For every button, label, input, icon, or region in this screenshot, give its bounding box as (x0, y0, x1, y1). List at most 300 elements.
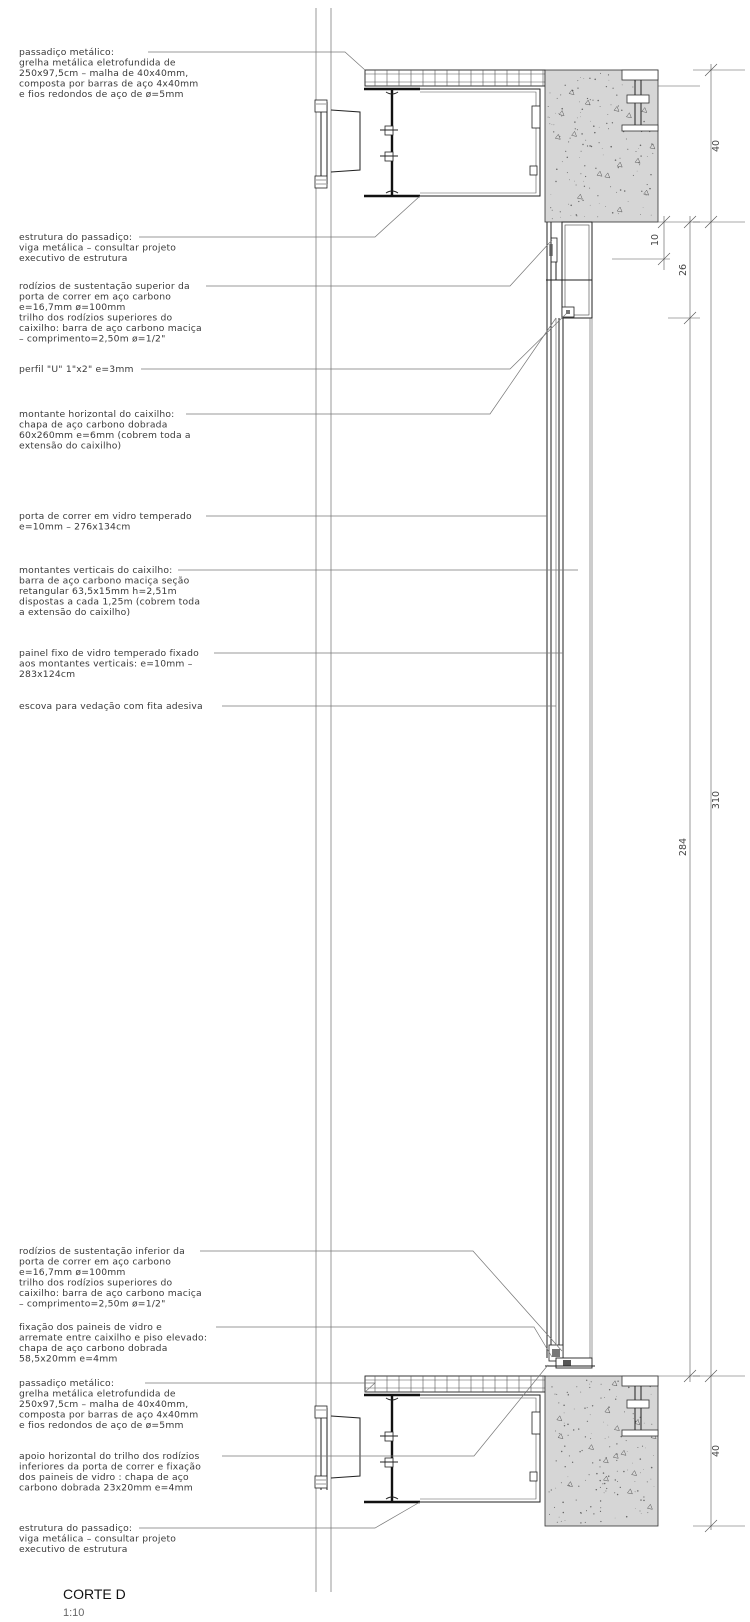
concrete-aggregate (621, 110, 622, 111)
annotation-notes (19, 47, 210, 1555)
concrete-aggregate (585, 1480, 586, 1481)
concrete-aggregate (555, 113, 556, 114)
concrete-aggregate (640, 1417, 641, 1418)
concrete-aggregate (561, 1521, 562, 1522)
concrete-aggregate (550, 92, 551, 93)
drawing-title: CORTE D (63, 1586, 126, 1602)
concrete-aggregate (569, 1455, 570, 1456)
concrete-aggregate (551, 1489, 552, 1490)
concrete-aggregate (564, 1425, 565, 1426)
concrete-aggregate (552, 218, 553, 219)
concrete-aggregate (617, 1380, 618, 1381)
concrete-aggregate (609, 80, 610, 81)
concrete-aggregate (605, 1491, 606, 1492)
concrete-aggregate (590, 1438, 591, 1439)
concrete-aggregate (606, 123, 607, 124)
note-escova: escova para vedação com fita adesiva (19, 701, 203, 712)
concrete-aggregate (550, 207, 551, 208)
concrete-aggregate (639, 164, 640, 165)
concrete-aggregate (590, 99, 591, 100)
concrete-aggregate (574, 181, 575, 182)
concrete-aggregate (640, 155, 641, 156)
concrete-aggregate (600, 1511, 601, 1512)
concrete-aggregate (561, 1482, 562, 1483)
concrete-aggregate (617, 1471, 618, 1472)
note-rodizios-inferior: rodízios de sustentação inferior da porta de correr em aço carbono e=16,7mm ø=100mm trilho dos rodízios superiores do caixilho: barra de aço carbono maciça – comprimento=2,50m ø=1/2" (19, 1246, 202, 1310)
concrete-aggregate (606, 1488, 607, 1489)
concrete-aggregate (615, 1479, 616, 1480)
concrete-aggregate (594, 79, 596, 81)
concrete-aggregate (645, 1448, 646, 1449)
concrete-aggregate (594, 132, 596, 134)
concrete-aggregate (643, 1469, 644, 1470)
concrete-aggregate (627, 1451, 628, 1452)
concrete-aggregate (624, 190, 626, 192)
note-estrutura-top: estrutura do passadiço: viga metálica – consultar projeto executivo de estrutura (19, 232, 177, 264)
concrete-aggregate (606, 86, 607, 87)
concrete-aggregate (589, 1474, 590, 1475)
concrete-aggregate (647, 1481, 648, 1482)
concrete-aggregate (585, 176, 586, 177)
concrete-aggregate (618, 167, 619, 168)
concrete-aggregate (584, 165, 585, 166)
concrete-aggregate (591, 1381, 592, 1382)
glass-panels (547, 318, 592, 1358)
concrete-aggregate (567, 157, 568, 158)
concrete-aggregate (645, 193, 646, 194)
concrete-aggregate (589, 1387, 590, 1388)
concrete-aggregate (586, 1510, 587, 1511)
concrete-aggregate (618, 213, 619, 214)
concrete-aggregate (605, 206, 606, 207)
concrete-aggregate (571, 215, 572, 216)
concrete-aggregate (591, 146, 592, 147)
concrete-aggregate (637, 171, 638, 172)
concrete-aggregate (643, 1500, 645, 1502)
concrete-aggregate (600, 1507, 601, 1508)
concrete-aggregate (608, 1406, 610, 1408)
concrete-aggregate (552, 124, 553, 125)
concrete-aggregate (587, 1407, 588, 1408)
concrete-aggregate (623, 1471, 625, 1473)
concrete-aggregate (616, 1396, 617, 1397)
concrete-aggregate (651, 1479, 652, 1480)
concrete-aggregate (607, 1425, 608, 1426)
concrete-aggregate (608, 1476, 609, 1477)
concrete-aggregate (555, 181, 556, 182)
concrete-aggregate (589, 145, 591, 147)
concrete-aggregate (612, 122, 613, 123)
concrete-aggregate (602, 148, 603, 149)
concrete-aggregate (578, 1486, 579, 1487)
concrete-aggregate (615, 1399, 616, 1400)
concrete-aggregate (627, 149, 628, 150)
concrete-aggregate (580, 116, 581, 117)
leader-lines (139, 52, 578, 1528)
concrete-aggregate (603, 1472, 604, 1473)
concrete-aggregate (565, 85, 566, 86)
concrete-aggregate (580, 1392, 581, 1393)
concrete-aggregate (647, 184, 648, 185)
concrete-aggregate (602, 1483, 603, 1484)
concrete-aggregate (600, 1500, 601, 1501)
concrete-aggregate (620, 158, 621, 159)
concrete-aggregate (612, 88, 613, 89)
bolts-top (380, 126, 537, 175)
concrete-aggregate (643, 1496, 644, 1497)
note-rodizios-superior: rodízios de sustentação superior da porta de correr em aço carbono e=16,7mm ø=100mm trilho dos rodízios superiores do caixilho: barra de aço carbono maciça – comprimento=2,50m ø=1/2" (19, 281, 202, 345)
concrete-aggregate (607, 114, 608, 115)
connection-plate-top (315, 100, 360, 188)
connection-plate-bottom (315, 1406, 360, 1490)
concrete-aggregate (604, 1492, 605, 1493)
concrete-aggregate (592, 1405, 593, 1406)
dim-40-bottom: 40 (711, 1444, 722, 1458)
reference-lines (316, 8, 331, 1592)
concrete-aggregate (568, 1435, 569, 1436)
concrete-aggregate (617, 1494, 619, 1496)
concrete-aggregate (622, 84, 623, 85)
concrete-aggregate (582, 109, 584, 111)
concrete-aggregate (604, 1483, 606, 1485)
note-perfil-u: perfil "U" 1"x2" e=3mm (19, 364, 134, 375)
concrete-aggregate (567, 172, 568, 173)
concrete-aggregate (640, 1458, 641, 1459)
concrete-aggregate (603, 155, 604, 156)
concrete-aggregate (615, 159, 617, 161)
concrete-aggregate (610, 146, 612, 148)
concrete-aggregate (554, 1507, 555, 1508)
concrete-aggregate (568, 204, 569, 205)
dimensions (592, 64, 745, 1532)
concrete-aggregate (628, 201, 629, 202)
concrete-aggregate (653, 1455, 654, 1456)
concrete-aggregate (599, 1480, 600, 1481)
concrete-aggregate (560, 211, 561, 212)
concrete-aggregate (642, 1446, 643, 1447)
concrete-aggregate (562, 1502, 564, 1504)
concrete-aggregate (615, 1518, 616, 1519)
concrete-aggregate (564, 1413, 565, 1414)
note-estrutura-bottom: estrutura do passadiço: viga metálica – consultar projeto executivo de estrutura (19, 1523, 177, 1555)
concrete-aggregate (614, 1492, 615, 1493)
concrete-aggregate (584, 1407, 585, 1408)
concrete-aggregate (600, 73, 601, 74)
concrete-aggregate (576, 184, 577, 185)
concrete-aggregate (592, 1462, 593, 1463)
concrete-aggregate (590, 121, 591, 122)
concrete-aggregate (590, 1414, 591, 1415)
note-porta-correr: porta de correr em vidro temperado e=10mm – 276x134cm (19, 511, 192, 533)
concrete-aggregate (580, 112, 581, 113)
concrete-aggregate (576, 215, 577, 216)
concrete-aggregate (600, 106, 601, 107)
concrete-aggregate (633, 1413, 634, 1414)
concrete-aggregate (611, 104, 612, 105)
concrete-aggregate (616, 192, 617, 193)
concrete-aggregate (561, 116, 562, 117)
concrete-aggregate (635, 1491, 636, 1492)
concrete-aggregate (610, 186, 611, 187)
concrete-aggregate (587, 1421, 588, 1422)
concrete-aggregate (565, 151, 566, 152)
concrete-aggregate (608, 1437, 609, 1438)
concrete-aggregate (640, 214, 641, 215)
concrete-aggregate (557, 1522, 558, 1523)
concrete-aggregate (554, 1394, 555, 1395)
i-beam-top (364, 89, 420, 196)
concrete-aggregate (559, 1433, 560, 1434)
concrete-aggregate (585, 1522, 586, 1523)
concrete-aggregate (626, 1516, 628, 1518)
concrete-aggregate (628, 1387, 630, 1389)
concrete-aggregate (592, 100, 593, 101)
concrete-aggregate (627, 1470, 628, 1471)
note-painel-fixo: painel fixo de vidro temperado fixado aos montantes verticais: e=10mm – 283x124cm (19, 648, 199, 680)
top-track-assembly (546, 222, 592, 320)
concrete-aggregate (578, 201, 579, 202)
concrete-aggregate (556, 168, 558, 170)
concrete-aggregate (568, 141, 569, 142)
dim-10: 10 (650, 233, 661, 247)
concrete-aggregate (587, 98, 588, 99)
concrete-aggregate (582, 200, 583, 201)
concrete-aggregate (600, 1487, 601, 1488)
concrete-aggregate (559, 1517, 560, 1518)
concrete-aggregate (620, 189, 622, 191)
concrete-aggregate (568, 1395, 569, 1396)
top-walkway-assembly (315, 70, 700, 222)
concrete-aggregate (609, 1389, 610, 1390)
concrete-aggregate (560, 94, 561, 95)
concrete-aggregate (575, 128, 576, 129)
concrete-aggregate (608, 128, 609, 129)
concrete-aggregate (551, 194, 552, 195)
concrete-aggregate (563, 1405, 565, 1407)
concrete-aggregate (570, 205, 572, 207)
concrete-aggregate (569, 179, 570, 180)
concrete-aggregate (605, 1438, 606, 1439)
concrete-aggregate (564, 1423, 565, 1424)
concrete-aggregate (581, 133, 583, 135)
concrete-aggregate (552, 210, 553, 211)
concrete-aggregate (650, 174, 651, 175)
concrete-aggregate (590, 205, 591, 206)
concrete-aggregate (617, 1481, 618, 1482)
concrete-aggregate (633, 1418, 634, 1419)
concrete-aggregate (577, 87, 578, 88)
concrete-aggregate (635, 1508, 636, 1509)
note-passadico-top: passadiço metálico: grelha metálica eletrofundida de 250x97,5cm – malha de 40x40mm, composta por barras de aço 4x40mm e fios redondos de aço de ø=5mm (19, 47, 199, 100)
concrete-aggregate (549, 117, 550, 118)
concrete-aggregate (640, 145, 642, 147)
bottom-track-assembly (545, 1345, 595, 1368)
concrete-aggregate (618, 105, 619, 106)
i-beam-bottom (364, 1395, 420, 1502)
concrete-aggregate (576, 1500, 577, 1501)
concrete-aggregate (595, 168, 596, 169)
concrete-aggregate (635, 151, 636, 152)
concrete-aggregate (554, 124, 555, 125)
concrete-aggregate (651, 1424, 652, 1425)
concrete-aggregate (583, 78, 584, 79)
concrete-aggregate (651, 215, 652, 216)
concrete-aggregate (597, 216, 598, 217)
concrete-aggregate (640, 1511, 641, 1512)
concrete-aggregate (581, 151, 582, 152)
concrete-aggregate (593, 125, 595, 127)
grating-top (365, 70, 545, 86)
dim-40-top: 40 (711, 139, 722, 153)
dim-310: 310 (711, 790, 722, 810)
concrete-aggregate (565, 1520, 566, 1521)
concrete-aggregate (562, 161, 563, 162)
concrete-aggregate (584, 186, 585, 187)
concrete-aggregate (581, 1450, 582, 1451)
concrete-aggregate (579, 102, 580, 103)
concrete-aggregate (596, 1489, 597, 1490)
concrete-aggregate (579, 157, 580, 158)
concrete-aggregate (549, 1514, 550, 1515)
concrete-aggregate (565, 1466, 566, 1467)
concrete-aggregate (561, 1451, 562, 1452)
concrete-aggregate (616, 1443, 617, 1444)
concrete-aggregate (600, 1521, 601, 1522)
concrete-aggregate (638, 148, 639, 149)
concrete-aggregate (596, 1473, 598, 1475)
concrete-aggregate (599, 1459, 600, 1460)
concrete-aggregate (643, 121, 645, 123)
concrete-aggregate (577, 129, 578, 130)
concrete-aggregate (579, 1451, 580, 1452)
concrete-aggregate (599, 1466, 600, 1467)
concrete-aggregate (581, 1512, 582, 1513)
concrete-aggregate (587, 145, 588, 146)
concrete-aggregate (616, 94, 617, 95)
concrete-aggregate (578, 1428, 579, 1429)
concrete-aggregate (555, 1431, 556, 1432)
concrete-aggregate (577, 80, 578, 81)
concrete-aggregate (558, 113, 559, 114)
concrete-aggregate (599, 127, 600, 128)
concrete-aggregate (560, 217, 561, 218)
concrete-aggregate (597, 195, 598, 196)
concrete-aggregate (577, 118, 578, 119)
concrete-aggregate (576, 1386, 577, 1387)
bolts-bottom (380, 1432, 537, 1481)
concrete-aggregate (641, 191, 642, 192)
concrete-aggregate (624, 1411, 625, 1412)
concrete-aggregate (561, 108, 563, 110)
concrete-aggregate (574, 1409, 575, 1410)
concrete-aggregate (556, 1394, 557, 1395)
concrete-aggregate (620, 1487, 621, 1488)
dim-26: 26 (678, 263, 689, 277)
concrete-aggregate (573, 1429, 574, 1430)
concrete-aggregate (654, 1486, 655, 1487)
concrete-aggregate (632, 86, 633, 87)
concrete-aggregate (597, 100, 599, 102)
concrete-aggregate (640, 1472, 641, 1473)
concrete-aggregate (608, 74, 609, 75)
note-montantes-verticais: montantes verticais do caixilho: barra de aço carbono maciça seção retangular 63,5x15mm h=2,51m dispostas a cada 1,25m (cobrem toda a extensão do caixilho) (19, 565, 201, 618)
concrete-aggregate (647, 1512, 648, 1513)
concrete-aggregate (591, 1433, 592, 1434)
concrete-aggregate (568, 1476, 569, 1477)
concrete-aggregate (589, 1384, 590, 1385)
concrete-aggregate (637, 1490, 639, 1492)
concrete-aggregate (609, 1446, 610, 1447)
concrete-aggregate (572, 1462, 573, 1463)
concrete-aggregate (644, 1423, 645, 1424)
concrete-aggregate (583, 181, 584, 182)
concrete-aggregate (632, 1463, 633, 1464)
concrete-aggregate (652, 153, 653, 154)
channel-top (420, 89, 540, 196)
concrete-aggregate (599, 142, 600, 143)
concrete-aggregate (584, 216, 585, 217)
concrete-aggregate (564, 1446, 565, 1447)
concrete-aggregate (557, 98, 558, 99)
title-block (63, 1586, 126, 1619)
concrete-aggregate (570, 138, 571, 139)
concrete-aggregate (548, 106, 549, 107)
note-montante-horizontal: montante horizontal do caixilho: chapa de aço carbono dobrada 60x260mm e=6mm (cobrem toda a extensão do caixilho) (19, 409, 191, 452)
concrete-aggregate (558, 1402, 559, 1403)
concrete-aggregate (586, 1380, 587, 1381)
concrete-aggregate (626, 1440, 627, 1441)
concrete-aggregate (567, 1392, 568, 1393)
concrete-aggregate (589, 188, 590, 189)
concrete-aggregate (593, 1513, 594, 1514)
concrete-aggregate (603, 1422, 604, 1423)
concrete-aggregate (548, 117, 549, 118)
concrete-aggregate (641, 1513, 642, 1514)
concrete-aggregate (640, 1499, 641, 1500)
concrete-aggregate (633, 175, 634, 176)
concrete-aggregate (551, 1386, 552, 1387)
concrete-aggregate (549, 1491, 550, 1492)
concrete-aggregate (612, 212, 614, 214)
note-passadico-bottom: passadiço metálico: grelha metálica eletrofundida de 250x97,5cm – malha de 40x40mm, composta por barras de aço 4x40mm e fios redondos de aço de ø=5mm (19, 1378, 199, 1431)
grating-bottom (365, 1376, 545, 1392)
concrete-aggregate (574, 121, 575, 122)
concrete-aggregate (580, 173, 581, 174)
concrete-aggregate (651, 1467, 653, 1469)
dim-284: 284 (678, 837, 689, 857)
concrete-aggregate (651, 1394, 652, 1395)
note-apoio-horizontal: apoio horizontal do trilho dos rodízios inferiores da porta de correr e fixação dos paineis de vidro : chapa de aço carbono dobrada 23x20mm e=4mm (19, 1451, 202, 1494)
concrete-aggregate (563, 1512, 565, 1514)
concrete-aggregate (649, 188, 651, 190)
concrete-aggregate (604, 1397, 605, 1398)
concrete-aggregate (626, 139, 627, 140)
concrete-aggregate (616, 1460, 617, 1461)
note-fixacao: fixação dos paineis de vidro e arremate entre caixilho e piso elevado: chapa de aço carbono dobrada 58,5x20mm e=4mm (19, 1322, 208, 1365)
concrete-aggregate (601, 1384, 602, 1385)
concrete-aggregate (590, 1506, 591, 1507)
concrete-aggregate (553, 131, 554, 132)
concrete-aggregate (580, 77, 581, 78)
concrete-aggregate (556, 1460, 557, 1461)
concrete-aggregate (585, 140, 586, 141)
concrete-aggregate (589, 78, 590, 79)
concrete-aggregate (637, 1447, 638, 1448)
concrete-aggregate (634, 1481, 635, 1482)
concrete-aggregate (647, 156, 648, 157)
concrete-aggregate (585, 1436, 586, 1437)
concrete-aggregate (549, 123, 550, 124)
